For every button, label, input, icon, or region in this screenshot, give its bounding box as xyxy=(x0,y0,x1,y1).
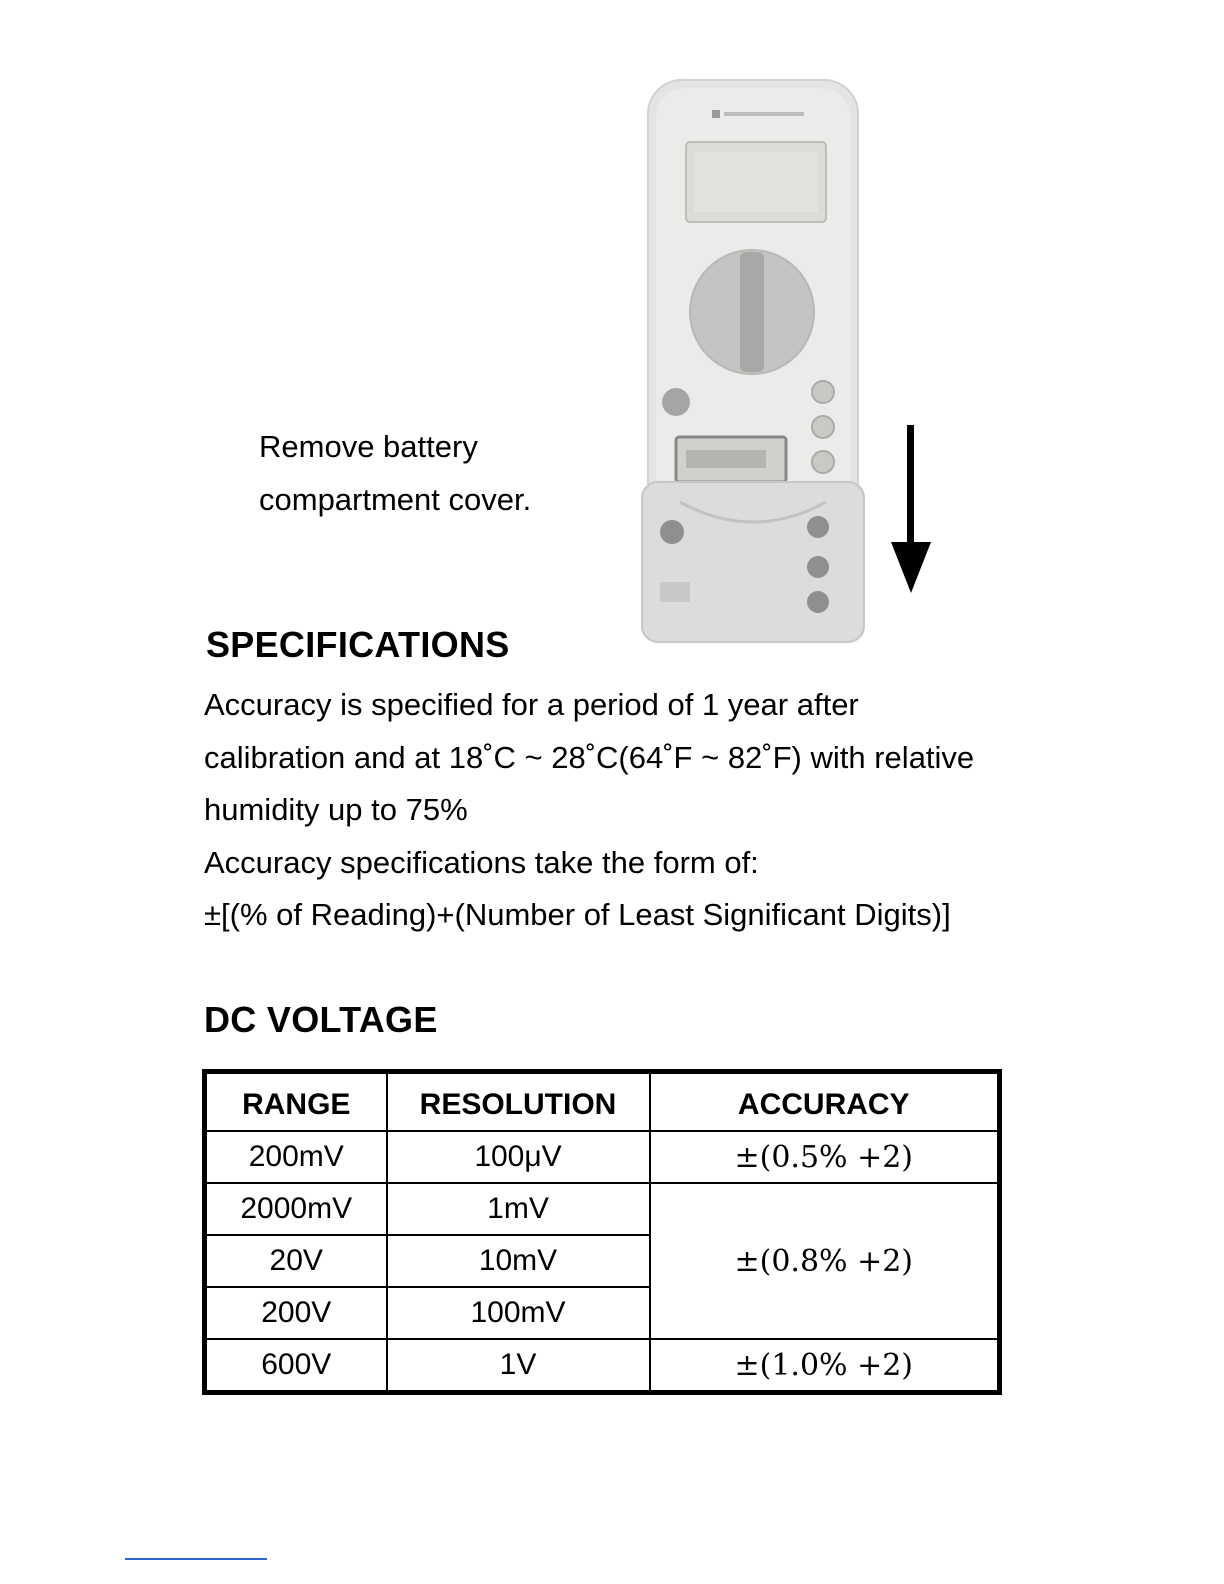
range-cell: 600V xyxy=(205,1339,387,1393)
spec-line-3: humidity up to 75% xyxy=(204,792,468,827)
table-header-row xyxy=(205,1072,1000,1132)
table-row xyxy=(205,1131,1000,1183)
battery-caption xyxy=(259,420,531,526)
spec-line-4: Accuracy specifications take the form of: xyxy=(204,844,759,880)
battery-caption-line-1: Remove battery xyxy=(259,429,478,464)
column-header-accuracy: ACCURACY xyxy=(650,1072,1000,1132)
table-row xyxy=(205,1339,1000,1393)
specifications-body xyxy=(204,679,1024,942)
range-cell: 20V xyxy=(205,1235,387,1287)
spec-line-1: Accuracy is specified for a period of 1 year after xyxy=(204,687,859,722)
resolution-cell: 100μV xyxy=(387,1131,650,1183)
table-row xyxy=(205,1183,1000,1235)
range-cell: 200V xyxy=(205,1287,387,1339)
range-cell: 200mV xyxy=(205,1131,387,1183)
battery-caption-line-2: compartment cover. xyxy=(259,482,532,517)
footer-rule xyxy=(125,1558,267,1560)
spec-line-5: ±[(% of Reading)+(Number of Least Significant Digits)] xyxy=(204,897,951,932)
column-header-range: RANGE xyxy=(205,1072,387,1132)
accuracy-cell: ±(0.5% +2) xyxy=(650,1131,1000,1183)
resolution-cell: 1mV xyxy=(387,1183,650,1235)
resolution-cell: 1V xyxy=(387,1339,650,1393)
spec-line-2: calibration and at 18˚C ~ 28˚C(64˚F ~ 82˚F) with relative xyxy=(204,739,975,775)
down-arrow-icon xyxy=(888,425,934,595)
resolution-cell: 10mV xyxy=(387,1235,650,1287)
multimeter-image xyxy=(620,72,870,647)
specifications-heading: SPECIFICATIONS xyxy=(206,624,510,665)
column-header-resolution: RESOLUTION xyxy=(387,1072,650,1132)
resolution-cell: 100mV xyxy=(387,1287,650,1339)
accuracy-cell: ±(0.8% +2) xyxy=(650,1183,1000,1339)
dc-voltage-table xyxy=(202,1069,1002,1395)
dc-voltage-heading: DC VOLTAGE xyxy=(204,999,438,1040)
accuracy-cell: ±(1.0% +2) xyxy=(650,1339,1000,1393)
range-cell: 2000mV xyxy=(205,1183,387,1235)
